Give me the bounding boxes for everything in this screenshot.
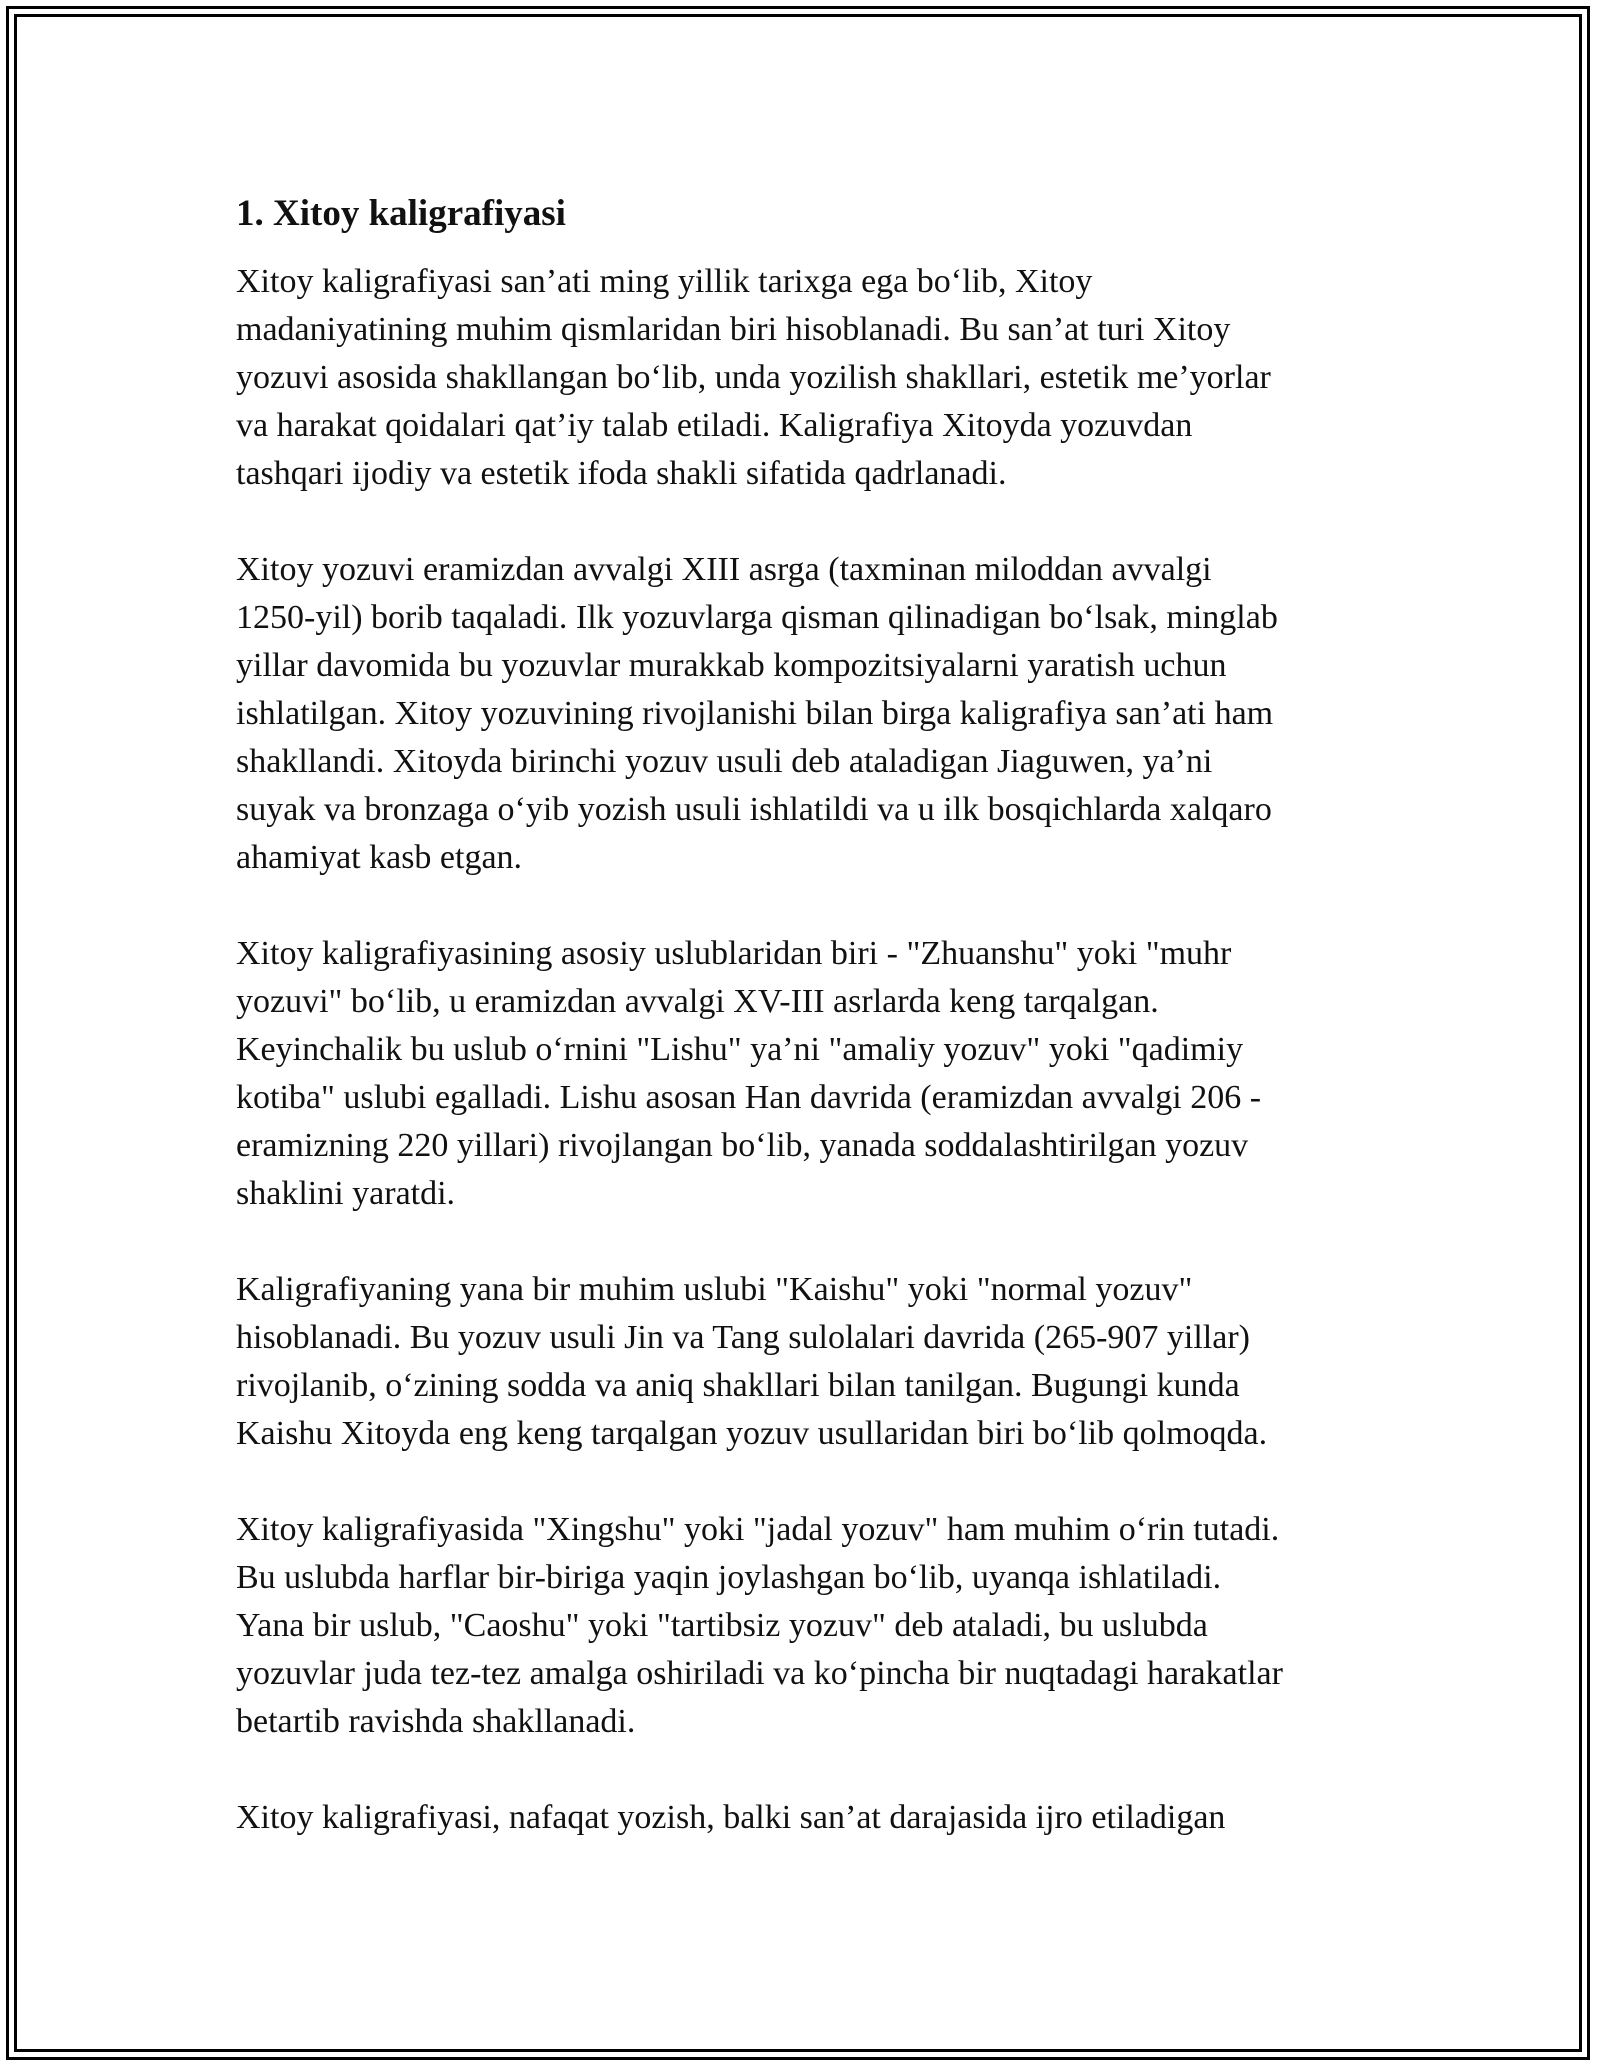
paragraph-3 xyxy=(236,930,1386,1218)
text-line: yozuvi asosida shakllangan bo‘lib, unda yozilish shakllari, estetik me’yorlar xyxy=(236,359,1271,396)
paragraph-4 xyxy=(236,1266,1386,1458)
text-line: Xitoy kaligrafiyasining asosiy uslublaridan biri - "Zhuanshu" yoki "muhr xyxy=(236,935,1232,972)
paragraph-2 xyxy=(236,546,1386,882)
text-line: ahamiyat kasb etgan. xyxy=(236,839,523,876)
text-line: ishlatilgan. Xitoy yozuvining rivojlanishi bilan birga kaligrafiya san’ati ham xyxy=(236,695,1274,732)
text-line: Bu uslubda harflar bir-biriga yaqin joylashgan bo‘lib, uyanqa ishlatiladi. xyxy=(236,1559,1222,1596)
text-line: Keyinchalik bu uslub o‘rnini "Lishu" ya’ni "amaliy yozuv" yoki "qadimiy xyxy=(236,1031,1244,1068)
paragraph-5 xyxy=(236,1506,1386,1746)
text-line: Xitoy yozuvi eramizdan avvalgi XIII asrga (taxminan miloddan avvalgi xyxy=(236,551,1212,588)
text-line: va harakat qoidalari qat’iy talab etiladi. Kaligrafiya Xitoyda yozuvdan xyxy=(236,407,1193,444)
document-body xyxy=(236,188,1386,1890)
text-line: Kaishu Xitoyda eng keng tarqalgan yozuv usullaridan biri bo‘lib qolmoqda. xyxy=(236,1415,1268,1452)
paragraph-1 xyxy=(236,258,1386,498)
text-line: tashqari ijodiy va estetik ifoda shakli sifatida qadrlanadi. xyxy=(236,455,1007,492)
text-line: Kaligrafiyaning yana bir muhim uslubi "Kaishu" yoki "normal yozuv" xyxy=(236,1271,1193,1308)
section-title: 1. Xitoy kaligrafiyasi xyxy=(236,193,566,234)
text-line: betartib ravishda shakllanadi. xyxy=(236,1703,636,1740)
paragraph-6 xyxy=(236,1794,1386,1842)
text-line: rivojlanib, o‘zining sodda va aniq shakllari bilan tanilgan. Bugungi kunda xyxy=(236,1367,1240,1404)
text-line: madaniyatining muhim qismlaridan biri hisoblanadi. Bu san’at turi Xitoy xyxy=(236,311,1231,348)
text-line: shaklini yaratdi. xyxy=(236,1175,456,1212)
text-line: yozuvi" bo‘lib, u eramizdan avvalgi XV-III asrlarda keng tarqalgan. xyxy=(236,983,1159,1020)
text-line: suyak va bronzaga o‘yib yozish usuli ishlatildi va u ilk bosqichlarda xalqaro xyxy=(236,791,1272,828)
text-line: Xitoy kaligrafiyasi, nafaqat yozish, balki san’at darajasida ijro etiladigan xyxy=(236,1799,1226,1836)
text-line: 1250-yil) borib taqaladi. Ilk yozuvlarga qisman qilinadigan bo‘lsak, minglab xyxy=(236,599,1278,636)
text-line: shakllandi. Xitoyda birinchi yozuv usuli deb ataladigan Jiaguwen, ya’ni xyxy=(236,743,1213,780)
text-line: eramizning 220 yillari) rivojlangan bo‘lib, yanada soddalashtirilgan yozuv xyxy=(236,1127,1249,1164)
text-line: Xitoy kaligrafiyasi san’ati ming yillik tarixga ega bo‘lib, Xitoy xyxy=(236,263,1093,300)
text-line: yozuvlar juda tez-tez amalga oshiriladi va ko‘pincha bir nuqtadagi harakatlar xyxy=(236,1655,1283,1692)
text-line: Xitoy kaligrafiyasida "Xingshu" yoki "jadal yozuv" ham muhim o‘rin tutadi. xyxy=(236,1511,1280,1548)
text-line: kotiba" uslubi egalladi. Lishu asosan Han davrida (eramizdan avvalgi 206 - xyxy=(236,1079,1262,1116)
text-line: Yana bir uslub, "Caoshu" yoki "tartibsiz yozuv" deb ataladi, bu uslubda xyxy=(236,1607,1208,1644)
text-line: hisoblanadi. Bu yozuv usuli Jin va Tang sulolalari davrida (265-907 yillar) xyxy=(236,1319,1250,1356)
text-line: yillar davomida bu yozuvlar murakkab kompozitsiyalarni yaratish uchun xyxy=(236,647,1227,684)
